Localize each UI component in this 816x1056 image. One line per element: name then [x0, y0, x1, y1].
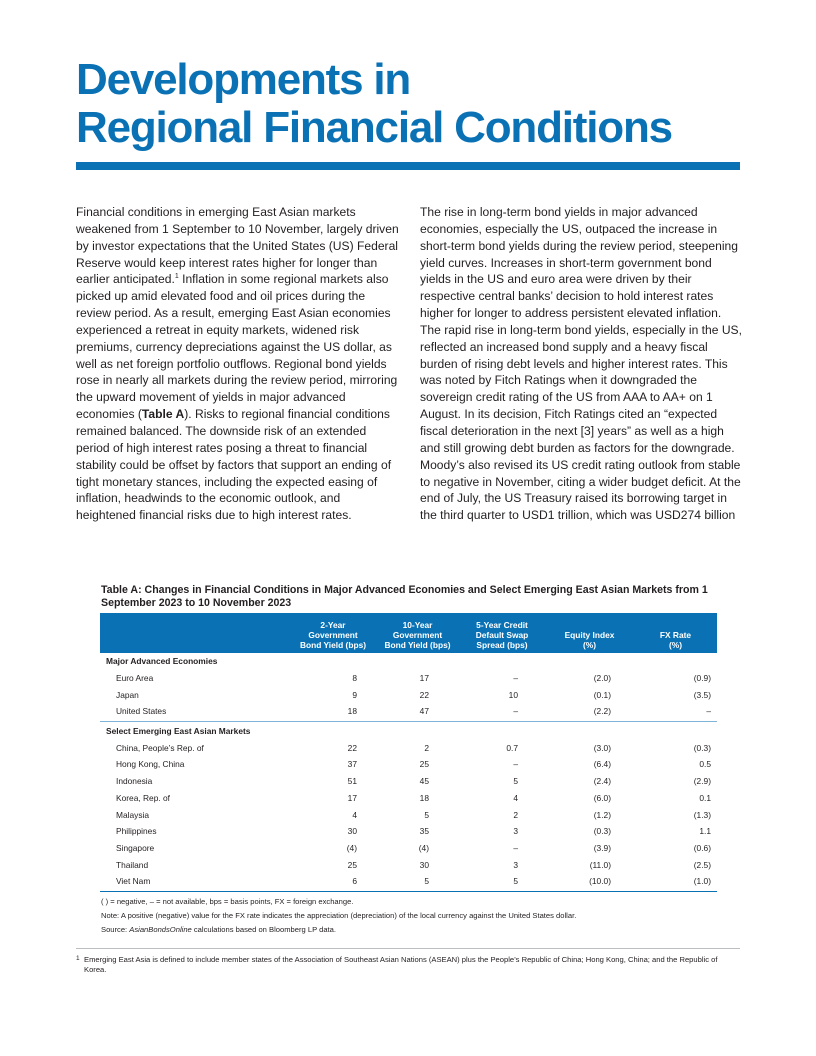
cell-equity-index: (6.0)	[593, 792, 611, 803]
left-paragraph-part-2: Inflation in some regional markets also picked up amid elevated food and oil prices during the review period. As a result, emerging East Asian economies experienced a retreat in equity markets, widened risk premiums, currency depreciations against the US dollar, as well as net foreign portfolio outflows. Regional bond yields rose in nearly all markets during the review period, mirroring the upward movement of yields in major advanced economies (	[76, 272, 398, 422]
table-row	[100, 873, 717, 890]
header-text: FX Rate	[659, 630, 692, 640]
cell-cds-spread: –	[513, 673, 518, 684]
header-text: 10-Year	[402, 620, 433, 630]
footnote	[76, 955, 740, 975]
header-text: Equity Index	[564, 630, 615, 640]
cell-10yr-yield: 22	[419, 689, 429, 700]
section-row	[100, 653, 717, 670]
section-row	[100, 723, 717, 740]
source-suffix: calculations based on Bloomberg LP data.	[191, 925, 337, 934]
header-equity-index	[545, 630, 634, 653]
header-text: Bond Yield (bps)	[384, 640, 451, 650]
section-label: Select Emerging East Asian Markets	[106, 726, 251, 737]
cell-cds-spread: –	[513, 842, 518, 853]
cell-equity-index: (3.9)	[593, 842, 611, 853]
cell-cds-spread: 10	[508, 689, 518, 700]
cell-10yr-yield: 17	[419, 673, 429, 684]
cell-cds-spread: 3	[513, 859, 518, 870]
notes-note: Note: A positive (negative) value for the FX rate indicates the appreciation (depreciation) of the local currency against the United States dollar.	[101, 911, 577, 920]
left-paragraph-part-1: Financial conditions in emerging East Asian markets weakened from 1 September to 10 November, largely driven by investor expectations that the United States (US) Federal Reserve would keep interest rates higher for longer than earlier anticipated.	[76, 205, 399, 287]
header-text: 2-Year	[320, 620, 346, 630]
cell-2yr-yield: 4	[352, 809, 357, 820]
cell-fx-rate: (1.0)	[693, 876, 711, 887]
cell-2yr-yield: 30	[347, 826, 357, 837]
table-reference: Table A	[141, 407, 185, 422]
cell-fx-rate: –	[706, 706, 711, 717]
cell-10yr-yield: 47	[419, 706, 429, 717]
cell-equity-index: (2.4)	[593, 776, 611, 787]
section-separator	[100, 721, 717, 722]
cell-equity-index: (11.0)	[589, 859, 611, 870]
cell-fx-rate: (3.5)	[693, 689, 711, 700]
header-blank	[100, 650, 290, 653]
source-prefix: Source:	[101, 925, 130, 934]
cell-10yr-yield: 5	[424, 876, 429, 887]
cell-cds-spread: –	[513, 759, 518, 770]
cell-2yr-yield: 37	[347, 759, 357, 770]
cell-2yr-yield: 6	[352, 876, 357, 887]
cell-2yr-yield: 8	[352, 673, 357, 684]
row-label: Thailand	[116, 859, 149, 870]
row-label: Philippines	[116, 826, 157, 837]
row-label: Singapore	[116, 842, 155, 853]
cell-equity-index: (10.0)	[589, 876, 611, 887]
table-row	[100, 670, 717, 687]
page-title	[76, 56, 756, 152]
data-table	[100, 613, 717, 892]
footnote-marker[interactable]: 1	[174, 273, 179, 281]
cell-fx-rate: (2.5)	[693, 859, 711, 870]
cell-equity-index: (3.0)	[593, 742, 611, 753]
cell-equity-index: (2.2)	[593, 706, 611, 717]
table-bottom-rule	[100, 891, 717, 892]
cell-10yr-yield: 2	[424, 742, 429, 753]
cell-10yr-yield: (4)	[418, 842, 429, 853]
row-label: Korea, Rep. of	[116, 792, 171, 803]
cell-equity-index: (6.4)	[593, 759, 611, 770]
cell-fx-rate: 0.1	[699, 792, 711, 803]
cell-10yr-yield: 30	[419, 859, 429, 870]
table-row	[100, 756, 717, 773]
row-label: Euro Area	[116, 673, 154, 684]
table-row	[100, 790, 717, 807]
cell-10yr-yield: 45	[419, 776, 429, 787]
cell-2yr-yield: 18	[347, 706, 357, 717]
left-paragraph-part-3: ). Risks to regional financial conditions remained balanced. The downside risk of an extended period of high interest rates posing a threat to financial stability could be offset by factors that support an ending of tight monetary stances, including the expected easing of inflation, headwinds to the economic outlook, and heightened financial risks due to high interest rates.	[76, 407, 392, 523]
cell-cds-spread: 4	[513, 792, 518, 803]
table-title: Table A: Changes in Financial Conditions in Major Advanced Economies and Select Emerging East Asian Markets from 1 September 2023 to 10 November 2023	[101, 584, 708, 609]
notes-legend: ( ) = negative, – = not available, bps = basis points, FX = foreign exchange.	[101, 897, 354, 906]
footnote-text: Emerging East Asia is defined to include member states of the Association of Southeast Asian Nations (ASEAN) plus the People’s Republic of China; Hong Kong, China; and the Republic of Korea.	[84, 955, 718, 974]
cell-equity-index: (0.3)	[593, 826, 611, 837]
cell-cds-spread: –	[513, 706, 518, 717]
section-label: Major Advanced Economies	[106, 656, 218, 667]
cell-2yr-yield: 22	[347, 742, 357, 753]
cell-equity-index: (0.1)	[593, 689, 611, 700]
cell-fx-rate: (0.3)	[693, 742, 711, 753]
cell-cds-spread: 0.7	[506, 742, 518, 753]
cell-cds-spread: 5	[513, 876, 518, 887]
header-text: (%)	[668, 640, 683, 650]
table-row	[100, 840, 717, 857]
cell-cds-spread: 5	[513, 776, 518, 787]
cell-fx-rate: (1.3)	[693, 809, 711, 820]
left-column	[76, 204, 400, 524]
cell-2yr-yield: 25	[347, 859, 357, 870]
cell-10yr-yield: 25	[419, 759, 429, 770]
cell-10yr-yield: 35	[419, 826, 429, 837]
cell-cds-spread: 2	[513, 809, 518, 820]
cell-fx-rate: (0.9)	[693, 673, 711, 684]
footnote-number: 1	[76, 955, 80, 962]
header-2yr-yield	[290, 620, 376, 653]
table-row	[100, 773, 717, 790]
header-text: Spread (bps)	[476, 640, 528, 650]
cell-equity-index: (2.0)	[593, 673, 611, 684]
cell-10yr-yield: 5	[424, 809, 429, 820]
row-label: Hong Kong, China	[116, 759, 185, 770]
header-text: 5-Year Credit	[476, 620, 528, 630]
section-1-rows	[100, 670, 717, 720]
header-text: Government	[392, 630, 443, 640]
cell-equity-index: (1.2)	[593, 809, 611, 820]
cell-2yr-yield: 17	[347, 792, 357, 803]
cell-2yr-yield: 9	[352, 689, 357, 700]
table-row	[100, 856, 717, 873]
right-column	[420, 204, 744, 524]
cell-2yr-yield: 51	[347, 776, 357, 787]
footnote-rule	[76, 948, 740, 949]
header-fx-rate	[634, 630, 717, 653]
header-text: Government	[308, 630, 358, 640]
notes-source	[101, 923, 721, 937]
header-cds-spread	[459, 620, 545, 653]
cell-fx-rate: (0.6)	[693, 842, 711, 853]
cell-10yr-yield: 18	[419, 792, 429, 803]
source-italic: AsianBondsOnline	[129, 925, 192, 934]
header-text: Default Swap	[475, 630, 529, 640]
cell-cds-spread: 3	[513, 826, 518, 837]
table-row	[100, 823, 717, 840]
row-label: United States	[116, 706, 167, 717]
header-text: Bond Yield (bps)	[299, 640, 367, 650]
title-line-2: Regional Financial Conditions	[76, 103, 672, 152]
table-row	[100, 739, 717, 756]
table-row	[100, 703, 717, 720]
row-label: Indonesia	[116, 776, 153, 787]
table-row	[100, 806, 717, 823]
table-row	[100, 686, 717, 703]
cell-fx-rate: 1.1	[699, 826, 711, 837]
row-label: Viet Nam	[116, 876, 151, 887]
right-paragraph: The rise in long-term bond yields in major advanced economies, especially the US, outpaced the increase in short-term bond yields during the review period, steepening yield curves. Increases in short-term government bond yields in the US and euro area were driven by their respective central banks’ decision to hold interest rates higher for longer to address persistent elevated inflation. The rapid rise in long-term bond yields, especially in the US, reflected an increased bond supply and a heavy fiscal burden of rising debt levels and higher interest rates. This was noted by Fitch Ratings when it downgraded the sovereign credit rating of the US from AAA to AA+ on 1 August. In its decision, Fitch Ratings cited an “expected fiscal deterioration in the next [3] years” as well as a high and still growing debt burden as factors for the downgrade. Moody’s also revised its US credit rating outlook from stable to negative in November, citing a wider budget deficit. At the end of July, the US Treasury raised its borrowing target in the third quarter to USD1 trillion, which was USD274 billion	[420, 205, 742, 523]
row-label: Malaysia	[116, 809, 150, 820]
cell-fx-rate: 0.5	[699, 759, 711, 770]
section-2-rows	[100, 739, 717, 889]
left-paragraph	[76, 204, 400, 524]
row-label: Japan	[116, 689, 139, 700]
cell-fx-rate: (2.9)	[693, 776, 711, 787]
title-rule	[76, 162, 740, 170]
title-line-1: Developments in	[76, 55, 411, 104]
table-header	[100, 613, 717, 653]
row-label: China, People’s Rep. of	[116, 742, 204, 753]
table-notes	[101, 895, 721, 937]
header-10yr-yield	[376, 620, 459, 653]
header-text: (%)	[582, 640, 597, 650]
cell-2yr-yield: (4)	[346, 842, 357, 853]
